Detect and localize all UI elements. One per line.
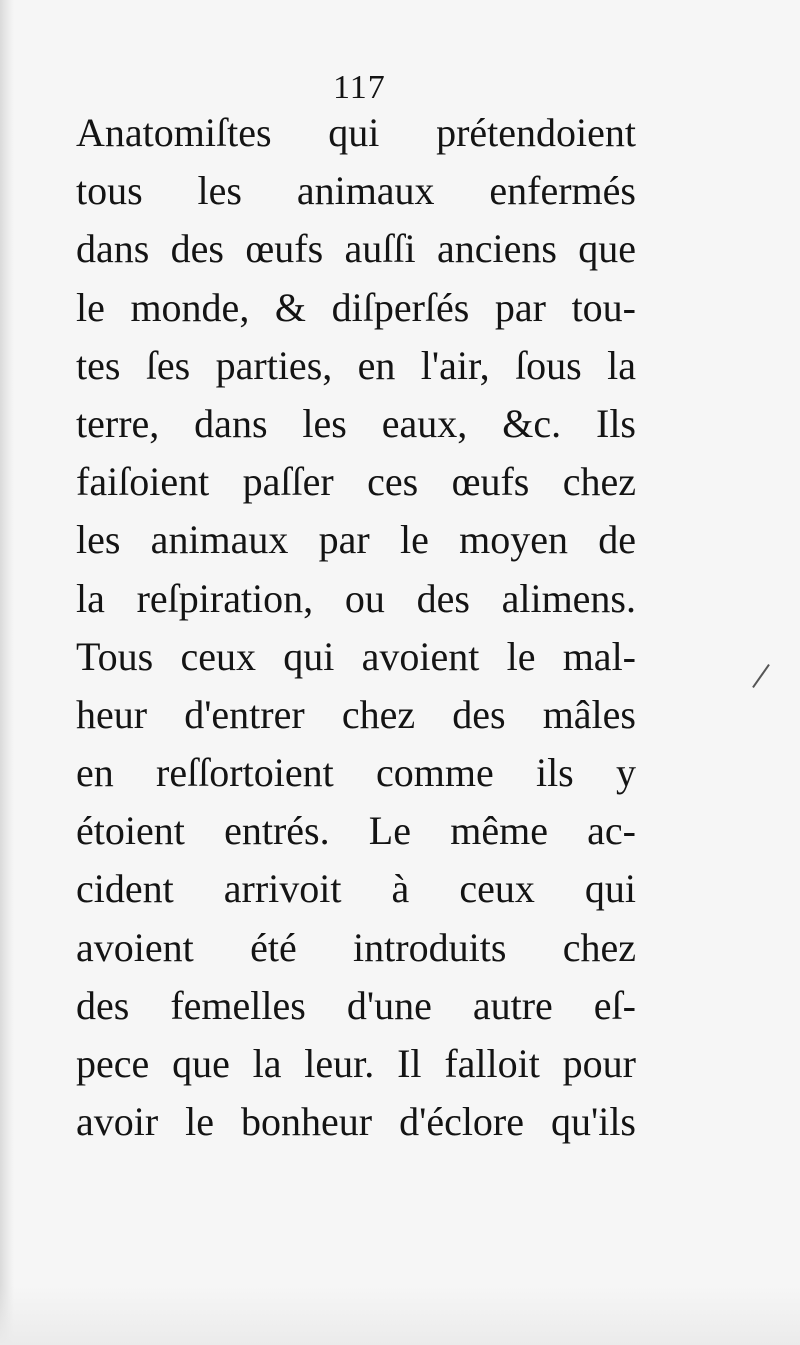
text-line: avoir le bonheur d'éclore qu'ils — [76, 1099, 636, 1145]
stray-ink-mark — [752, 664, 770, 688]
text-line: pece que la leur. Il falloit pour — [76, 1041, 636, 1086]
text-line: tous les animaux enfermés — [76, 168, 636, 214]
text-line: cident arrivoit à ceux qui — [76, 866, 636, 912]
text-line: la reſpiration, ou des alimens. — [76, 575, 636, 621]
text-line: étoient entrés. Le même ac- — [76, 808, 636, 854]
page-number: 117 — [333, 69, 386, 106]
page-bottom-shade — [0, 1285, 800, 1345]
text-line: le monde, & diſperſés par tou- — [76, 284, 636, 330]
page-binding-edge — [0, 0, 14, 1345]
body-text — [76, 104, 636, 1151]
text-line: en reſſortoient comme ils y — [76, 750, 636, 796]
text-line: des femelles d'une autre eſ- — [76, 982, 636, 1028]
text-line: faiſoient paſſer ces œufs chez — [76, 459, 636, 505]
text-line: avoient été introduits chez — [76, 924, 636, 970]
text-line: dans des œufs auſſi anciens que — [76, 226, 636, 272]
text-line: Anatomiſtes qui prétendoient — [76, 110, 636, 155]
text-line: les animaux par le moyen de — [76, 517, 636, 563]
text-line: heur d'entrer chez des mâles — [76, 691, 636, 737]
text-line: Tous ceux qui avoient le mal- — [76, 633, 636, 679]
text-line: terre, dans les eaux, &c. Ils — [76, 400, 636, 446]
text-line: tes ſes parties, en l'air, ſous la — [76, 342, 636, 388]
